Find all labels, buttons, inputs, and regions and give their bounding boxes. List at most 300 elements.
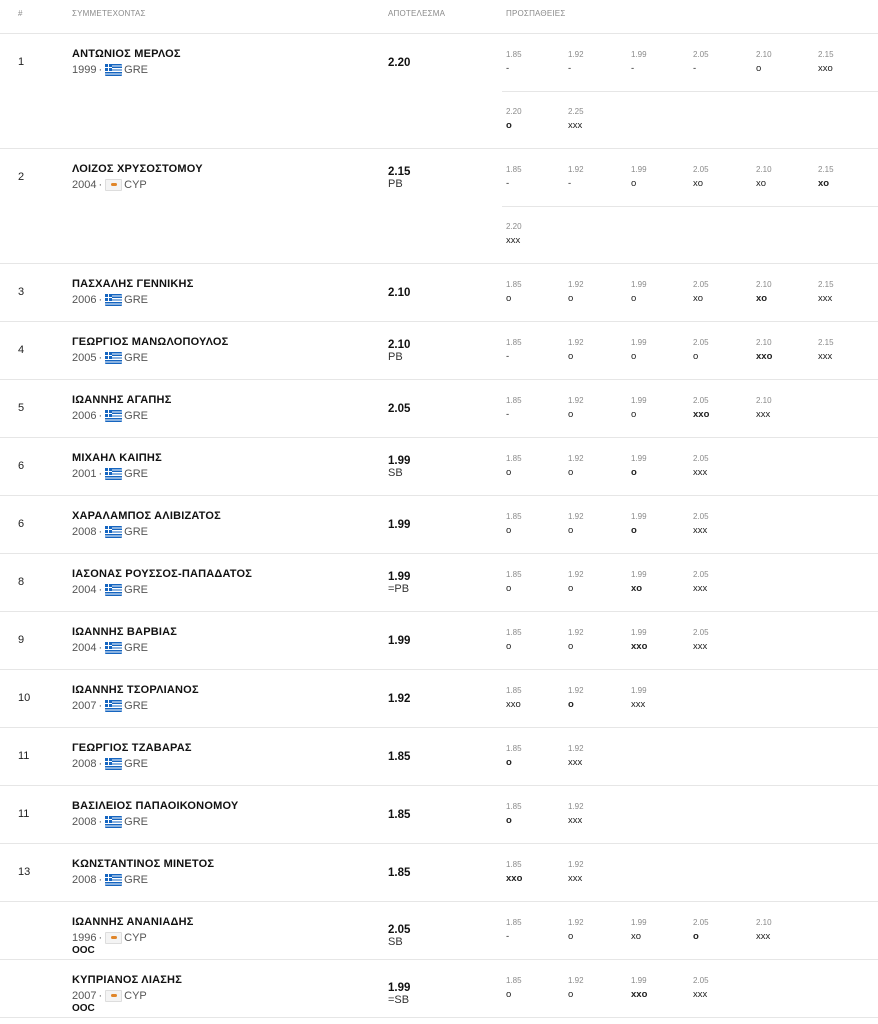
attempt-height: 1.99 [631,976,647,985]
athlete-meta [72,410,148,422]
rank-cell: 4 [18,344,25,356]
attempt-cell [756,918,808,942]
attempt-cell [568,976,620,1000]
flag-greece-icon [105,584,122,596]
athlete-name[interactable]: ΑΝΤΩΝΙΟΣ ΜΕΡΛΟΣ [72,48,181,60]
separator: · [98,468,103,480]
attempt-mark: o [568,525,574,536]
country-code: CYP [124,179,147,191]
attempt-mark: xxx [693,641,708,652]
country-code: CYP [124,990,147,1002]
rank-cell: 6 [18,518,25,530]
result-cell [388,287,410,299]
separator: · [98,700,103,712]
result-value: 2.20 [388,57,411,69]
attempt-cell [568,454,620,478]
attempt-height: 1.92 [568,165,584,174]
result-value: 1.85 [388,809,411,821]
rank-cell: 11 [18,808,30,820]
attempt-height: 1.92 [568,860,584,869]
attempt-mark: xxx [693,467,708,478]
attempt-height: 2.05 [693,628,709,637]
attempt-height: 1.92 [568,686,584,695]
attempt-mark: xxx [756,409,771,420]
attempt-mark: xo [631,931,642,942]
attempt-cell [568,50,620,74]
flag-greece-icon [105,642,122,654]
athlete-name[interactable]: ΛΟΙΖΟΣ ΧΡΥΣΟΣΤΟΜΟΥ [72,163,203,175]
attempt-cell [568,512,620,536]
attempt-cell [568,165,620,189]
attempt-cell [568,860,620,884]
attempt-mark: o [506,525,512,536]
attempt-height: 1.85 [506,918,522,927]
attempt-height: 1.92 [568,918,584,927]
attempt-height: 1.85 [506,396,522,405]
attempt-mark: xxo [506,699,521,710]
result-value: 1.85 [388,751,411,763]
attempt-mark: o [506,293,512,304]
attempt-cell [693,918,745,942]
result-cell [388,751,410,763]
attempt-mark: o [506,989,512,1000]
attempt-mark: xxx [506,235,521,246]
separator: · [98,584,103,596]
country-code: GRE [124,294,148,306]
attempt-cell [506,222,558,246]
attempt-height: 2.15 [818,338,834,347]
result-cell [388,403,410,415]
birth-year: 2007 [72,700,97,712]
flag-greece-icon [105,410,122,422]
attempt-cell [631,976,683,1000]
attempt-height: 2.05 [693,570,709,579]
separator: · [98,410,103,422]
attempt-mark: - [506,178,510,189]
attempt-cell [693,570,745,594]
birth-year: 2005 [72,352,97,364]
flag-greece-icon [105,526,122,538]
attempt-cell [693,280,745,304]
attempts-divider [502,91,878,92]
result-note: SB [388,467,403,479]
attempt-height: 1.85 [506,454,522,463]
attempt-cell [631,280,683,304]
table-row[interactable] [0,34,878,149]
separator: · [98,294,103,306]
attempt-cell [568,396,620,420]
attempt-mark: o [631,351,637,362]
attempt-mark: - [568,63,572,74]
header-attempts: ΠΡΟΣΠΑΘΕΙΕΣ [506,9,566,18]
attempt-height: 2.05 [693,338,709,347]
result-cell [388,982,410,1006]
attempt-cell [693,512,745,536]
table-row[interactable] [0,612,878,670]
attempt-height: 2.05 [693,512,709,521]
attempt-height: 1.99 [631,396,647,405]
attempt-mark: - [568,178,572,189]
attempt-height: 1.92 [568,280,584,289]
attempt-cell [568,338,620,362]
attempt-mark: o [756,63,762,74]
attempt-mark: xxx [568,873,583,884]
attempt-cell [506,860,558,884]
attempt-height: 1.99 [631,338,647,347]
attempt-cell [631,50,683,74]
country-code: GRE [124,816,148,828]
attempt-height: 1.85 [506,686,522,695]
attempt-cell [693,454,745,478]
result-value: 2.10 [388,339,411,351]
attempt-cell [693,165,745,189]
attempt-height: 2.05 [693,50,709,59]
attempt-mark: xo [756,293,768,304]
table-row[interactable] [0,670,878,728]
attempt-height: 1.85 [506,50,522,59]
attempt-height: 1.85 [506,165,522,174]
athlete-meta [72,64,148,76]
rank-cell: 10 [18,692,31,704]
birth-year: 2004 [72,642,97,654]
table-row[interactable] [0,380,878,438]
attempt-mark: xo [631,583,643,594]
attempt-mark: o [506,757,512,768]
attempt-mark: xxx [568,815,583,826]
result-value: 2.05 [388,924,411,936]
country-code: GRE [124,584,148,596]
birth-year: 2006 [72,410,97,422]
rank-cell: 13 [18,866,31,878]
table-row[interactable] [0,554,878,612]
attempt-cell [506,512,558,536]
attempt-mark: xo [693,293,704,304]
athlete-name[interactable]: ΚΩΝΣΤΑΝΤΙΝΟΣ ΜΙΝΕΤΟΣ [72,858,215,870]
result-note: SB [388,936,403,948]
country-code: GRE [124,874,148,886]
birth-year: 2008 [72,816,97,828]
attempt-mark: xxx [568,757,583,768]
attempts-divider [502,206,878,207]
attempt-mark: o [631,467,637,478]
attempt-cell [568,628,620,652]
attempt-height: 1.85 [506,976,522,985]
attempt-cell [506,976,558,1000]
attempt-mark: - [693,63,697,74]
result-cell [388,339,410,363]
result-cell [388,166,410,190]
attempt-mark: xxo [506,873,523,884]
flag-greece-icon [105,758,122,770]
result-value: 1.85 [388,867,411,879]
attempt-height: 1.99 [631,165,647,174]
result-cell [388,635,410,647]
attempt-mark: o [568,351,574,362]
athlete-name[interactable]: ΧΑΡΑΛΑΜΠΟΣ ΑΛΙΒΙΖΑΤΟΣ [72,510,221,522]
header-result: ΑΠΟΤΕΛΕΣΜΑ [388,9,446,18]
rank-cell: 2 [18,171,25,183]
attempt-height: 1.92 [568,744,584,753]
table-row[interactable] [0,149,878,264]
attempt-mark: xxx [631,699,646,710]
attempt-height: 1.99 [631,454,647,463]
table-row[interactable] [0,438,878,496]
result-cell [388,455,410,479]
attempt-cell [631,512,683,536]
attempt-height: 2.15 [818,165,834,174]
athlete-meta [72,179,147,191]
attempt-height: 2.05 [693,396,709,405]
attempt-height: 1.85 [506,280,522,289]
birth-year: 2007 [72,990,97,1002]
table-row[interactable] [0,960,878,1018]
attempt-cell [631,165,683,189]
header-athlete: ΣΥΜΜΕΤΕΧΟΝΤΑΣ [72,9,146,18]
attempt-mark: - [631,63,635,74]
attempt-mark: o [506,120,512,131]
athlete-meta [72,758,148,770]
attempt-cell [818,280,870,304]
athlete-name[interactable]: ΠΑΣΧΑΛΗΣ ΓΕΝΝΙΚΗΣ [72,278,194,290]
ooc-badge: OOC [72,945,95,956]
result-value: 1.99 [388,455,411,467]
attempt-cell [631,570,683,594]
flag-cyprus-icon [105,990,122,1002]
attempt-height: 2.15 [818,280,834,289]
attempt-cell [506,686,558,710]
attempt-mark: o [568,293,574,304]
attempt-mark: o [568,641,574,652]
athlete-name[interactable]: ΜΙΧΑΗΛ ΚΑΙΠΗΣ [72,452,162,464]
attempt-mark: xxo [631,989,648,1000]
result-cell [388,693,410,705]
attempt-mark: - [506,63,510,74]
athlete-name[interactable]: ΙΑΣΟΝΑΣ ΡΟΥΣΣΟΣ-ΠΑΠΑΔΑΤΟΣ [72,568,253,580]
table-row[interactable] [0,322,878,380]
birth-year: 2006 [72,294,97,306]
attempt-cell [506,396,558,420]
attempt-cell [818,338,870,362]
athlete-name[interactable]: ΙΩΑΝΝΗΣ ΑΓΑΠΗΣ [72,394,172,406]
ooc-badge: OOC [72,1003,95,1014]
attempt-cell [506,107,558,131]
birth-year: 2008 [72,526,97,538]
attempt-mark: o [631,409,637,420]
attempt-mark: xo [818,178,830,189]
attempt-mark: o [693,931,699,942]
result-value: 1.99 [388,519,411,531]
table-row[interactable] [0,786,878,844]
table-row[interactable] [0,728,878,786]
flag-greece-icon [105,294,122,306]
table-header [0,0,878,34]
country-code: GRE [124,64,148,76]
result-value: 1.99 [388,635,411,647]
attempt-height: 1.85 [506,744,522,753]
attempt-cell [631,454,683,478]
attempt-height: 2.05 [693,280,709,289]
attempt-height: 2.10 [756,165,772,174]
separator: · [98,990,103,1002]
attempt-cell [506,50,558,74]
attempt-mark: xxx [818,293,833,304]
attempt-height: 1.92 [568,396,584,405]
separator: · [98,932,103,944]
separator: · [98,352,103,364]
flag-greece-icon [105,700,122,712]
table-row[interactable] [0,264,878,322]
athlete-name[interactable]: ΙΩΑΝΝΗΣ ΑΝΑΝΙΑΔΗΣ [72,916,194,928]
attempt-cell [506,570,558,594]
attempt-height: 1.99 [631,918,647,927]
attempt-cell [568,686,620,710]
attempt-cell [818,165,870,189]
rank-cell: 11 [18,750,30,762]
attempt-cell [568,570,620,594]
rank-cell: 6 [18,460,25,472]
attempt-cell [756,280,808,304]
attempt-height: 2.05 [693,918,709,927]
attempt-mark: xxx [693,525,708,536]
attempt-cell [506,628,558,652]
attempt-mark: xo [756,178,767,189]
country-code: GRE [124,526,148,538]
attempt-mark: o [631,178,637,189]
table-row[interactable] [0,844,878,902]
table-row[interactable] [0,902,878,960]
athlete-name[interactable]: ΙΩΑΝΝΗΣ ΒΑΡΒΙΑΣ [72,626,178,638]
flag-greece-icon [105,468,122,480]
attempt-cell [506,454,558,478]
attempt-cell [693,976,745,1000]
country-code: GRE [124,468,148,480]
attempt-height: 2.05 [693,976,709,985]
country-code: GRE [124,352,148,364]
athlete-meta [72,294,148,306]
attempt-height: 2.10 [756,338,772,347]
result-value: 1.92 [388,693,411,705]
separator: · [98,758,103,770]
attempt-height: 2.20 [506,222,522,231]
result-cell [388,809,410,821]
birth-year: 2008 [72,874,97,886]
athlete-meta [72,874,148,886]
attempt-cell [506,744,558,768]
attempt-height: 1.92 [568,628,584,637]
attempt-height: 2.05 [693,454,709,463]
result-value: 1.99 [388,571,411,583]
birth-year: 2004 [72,179,97,191]
attempt-height: 1.92 [568,570,584,579]
separator: · [98,64,103,76]
attempt-height: 2.05 [693,165,709,174]
attempt-height: 2.25 [568,107,584,116]
attempt-mark: o [506,815,512,826]
attempt-cell [756,338,808,362]
result-note: PB [388,351,403,363]
flag-greece-icon [105,874,122,886]
attempt-height: 1.92 [568,512,584,521]
attempt-height: 1.99 [631,686,647,695]
attempt-cell [506,338,558,362]
result-cell [388,519,410,531]
athlete-name[interactable]: ΒΑΣΙΛΕΙΟΣ ΠΑΠΑΟΙΚΟΝΟΜΟΥ [72,800,239,812]
attempt-mark: o [568,931,574,942]
attempt-cell [756,50,808,74]
athlete-name[interactable]: ΓΕΩΡΓΙΟΣ ΜΑΝΩΛΟΠΟΥΛΟΣ [72,336,229,348]
separator: · [98,179,103,191]
attempt-cell [756,165,808,189]
attempt-cell [693,338,745,362]
result-cell [388,571,410,595]
attempt-cell [756,396,808,420]
attempt-height: 1.85 [506,570,522,579]
result-note: =SB [388,994,410,1006]
attempt-height: 2.10 [756,396,772,405]
separator: · [98,874,103,886]
flag-greece-icon [105,816,122,828]
country-code: GRE [124,758,148,770]
attempt-cell [568,107,620,131]
birth-year: 1996 [72,932,97,944]
athlete-meta [72,816,148,828]
attempt-cell [568,918,620,942]
result-cell [388,57,410,69]
attempt-height: 1.85 [506,338,522,347]
attempt-cell [506,918,558,942]
birth-year: 2004 [72,584,97,596]
rank-cell: 8 [18,576,25,588]
attempt-mark: xxo [756,351,773,362]
attempt-mark: xxx [693,989,708,1000]
attempt-mark: xxo [631,641,648,652]
country-code: GRE [124,642,148,654]
athlete-name[interactable]: ΓΕΩΡΓΙΟΣ ΤΖΑΒΑΡΑΣ [72,742,192,754]
attempt-mark: xxo [818,63,833,74]
attempt-height: 1.92 [568,338,584,347]
attempt-height: 1.85 [506,802,522,811]
country-code: GRE [124,700,148,712]
athlete-name[interactable]: ΚΥΠΡΙΑΝΟΣ ΛΙΑΣΗΣ [72,974,182,986]
attempt-mark: o [631,525,637,536]
attempt-mark: xxx [693,583,708,594]
athlete-meta [72,700,148,712]
table-row[interactable] [0,496,878,554]
flag-cyprus-icon [105,179,122,191]
athlete-meta [72,990,147,1002]
attempt-height: 1.99 [631,280,647,289]
attempt-height: 2.10 [756,50,772,59]
attempt-mark: - [506,931,510,942]
attempt-cell [631,628,683,652]
attempt-mark: o [568,467,574,478]
result-value: 2.10 [388,287,411,299]
attempt-mark: o [506,641,512,652]
athlete-meta [72,352,148,364]
attempt-cell [818,50,870,74]
attempt-cell [631,918,683,942]
attempt-cell [506,165,558,189]
attempt-height: 1.85 [506,860,522,869]
attempt-cell [568,280,620,304]
rank-cell: 5 [18,402,25,414]
rank-cell: 3 [18,286,25,298]
attempt-height: 1.99 [631,628,647,637]
attempt-height: 1.99 [631,50,647,59]
flag-greece-icon [105,64,122,76]
athlete-name[interactable]: ΙΩΑΝΝΗΣ ΤΣΟΡΛΙΑΝΟΣ [72,684,199,696]
result-note: PB [388,178,403,190]
